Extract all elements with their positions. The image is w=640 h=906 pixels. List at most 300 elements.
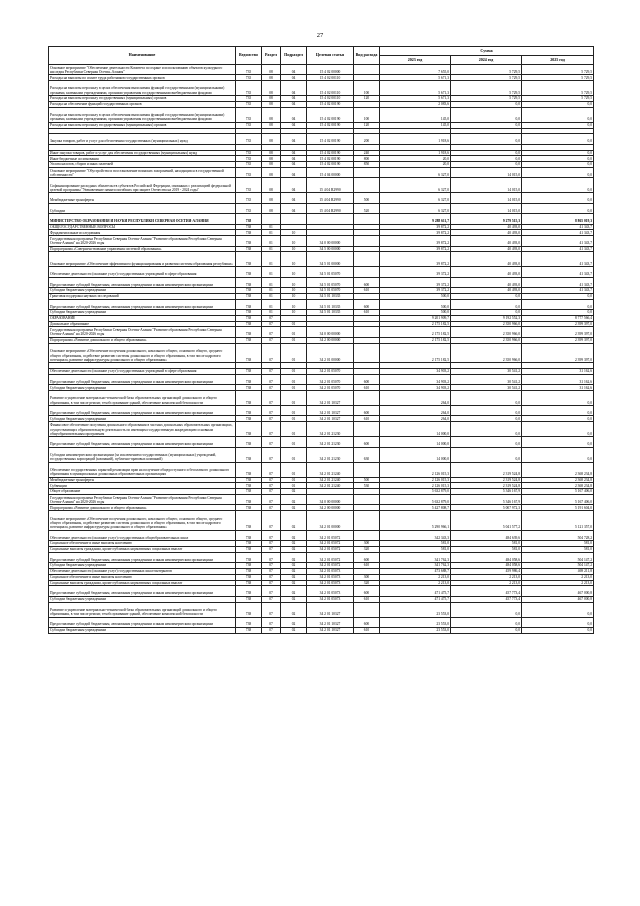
row-vedomstvo: 738 <box>236 327 262 337</box>
row-sum-2025: 0,0 <box>522 156 594 162</box>
row-podrazdel: 02 <box>281 602 307 617</box>
row-sum-2025: 8 777 566,4 <box>522 315 594 321</box>
row-podrazdel: 02 <box>281 552 307 562</box>
row-sum-2024: 0,0 <box>451 122 522 128</box>
row-vedomstvo: 738 <box>236 416 262 422</box>
row-sum-2025: 8 865 019,3 <box>522 214 594 224</box>
row-razdel: 01 <box>262 277 281 287</box>
row-sum-2025: 0,0 <box>522 134 594 144</box>
row-sum-2025: 2 399 397,0 <box>522 337 594 343</box>
row-sum-2025: 0,0 <box>522 627 594 633</box>
row-expense-type: 600 <box>354 552 380 562</box>
row-name: Грантовая поддержка научных исследований <box>49 293 236 299</box>
row-razdel: 07 <box>262 374 281 384</box>
row-target-article: 34 2 01 00000 <box>307 343 354 363</box>
row-vedomstvo: 738 <box>236 293 262 299</box>
row-podrazdel: 04 <box>281 134 307 144</box>
row-sum-2025: 2 213,0 <box>522 580 594 586</box>
row-name: Субсидии бюджетным учреждениям <box>49 288 236 294</box>
row-expense-type: 630 <box>354 447 380 462</box>
row-sum-2023: 9 288 611,7 <box>380 214 451 224</box>
row-name: Субсидии бюджетным учреждениям <box>49 310 236 316</box>
row-sum-2024: 40 493,0 <box>451 252 522 267</box>
row-sum-2024: 0,0 <box>451 156 522 162</box>
row-expense-type <box>354 327 380 337</box>
row-sum-2023: 500,0 <box>380 310 451 316</box>
row-sum-2025: 5 729,5 <box>522 96 594 102</box>
row-vedomstvo: 738 <box>236 483 262 489</box>
row-expense-type: 200 <box>354 134 380 144</box>
row-podrazdel: 01 <box>281 343 307 363</box>
row-sum-2024: 484 058,6 <box>451 552 522 562</box>
row-target-article: 34 2 01 10327 <box>307 406 354 416</box>
row-name: Предоставление субсидий бюджетным, автономным учреждениям и иным некоммерческим организациям <box>49 406 236 416</box>
row-razdel: 07 <box>262 477 281 483</box>
header-year-2025: 2025 год <box>522 56 594 65</box>
row-target-article: 34 5 01 05070 <box>307 267 354 277</box>
row-name: Основное мероприятие «Обеспечение получения дошкольного, начального общего, основного общего, среднего общего образования, содействие развитию системы дошкольного и общего образования, в том числе кадрового потенциала, развитие инфраструктуры дошкольного и общего образования» <box>49 511 236 531</box>
row-vedomstvo: 738 <box>236 321 262 327</box>
row-sum-2025: 41 343,7 <box>522 236 594 246</box>
row-name: Подпрограмма «Развитие дошкольного и общего образования» <box>49 337 236 343</box>
row-sum-2023: 500,0 <box>380 293 451 299</box>
row-name: Подпрограмма «Совершенствование управления системой образования» <box>49 246 236 252</box>
row-target-article: 15 4 02 00190 <box>307 101 354 107</box>
row-target-article: 34 2 01 05072 <box>307 530 354 540</box>
row-target-article: 15 4 02 00110 <box>307 75 354 81</box>
table-row <box>49 75 594 81</box>
row-podrazdel: 02 <box>281 530 307 540</box>
row-name: Субсидии бюджетным учреждениям <box>49 627 236 633</box>
row-podrazdel: 10 <box>281 236 307 246</box>
table-row <box>49 203 594 213</box>
row-sum-2024: 40 493,0 <box>451 288 522 294</box>
row-sum-2025: 41 343,7 <box>522 224 594 230</box>
row-vedomstvo: 738 <box>236 299 262 309</box>
row-sum-2024: 0,0 <box>451 101 522 107</box>
row-sum-2025: 2 368 234,8 <box>522 477 594 483</box>
row-vedomstvo: 738 <box>236 462 262 477</box>
row-podrazdel: 10 <box>281 230 307 236</box>
row-target-article: 34 5 01 05070 <box>307 277 354 287</box>
row-expense-type: 800 <box>354 156 380 162</box>
row-vedomstvo: 738 <box>236 596 262 602</box>
row-sum-2025: 2 368 234,8 <box>522 462 594 477</box>
table-row <box>49 327 594 337</box>
row-vedomstvo: 738 <box>236 489 262 495</box>
row-sum-2024: 5 729,5 <box>451 96 522 102</box>
row-sum-2025: 2 399 397,0 <box>522 321 594 327</box>
table-row <box>49 178 594 193</box>
row-podrazdel: 01 <box>281 337 307 343</box>
row-target-article: 34 2 01 05072 <box>307 546 354 552</box>
row-razdel: 07 <box>262 586 281 596</box>
row-sum-2023: 39 872,2 <box>380 252 451 267</box>
row-vedomstvo: 738 <box>236 277 262 287</box>
row-target-article: 34 5 00 00000 <box>307 246 354 252</box>
row-target-article: 34 5 01 10335 <box>307 293 354 299</box>
row-sum-2023: 2 126 015,3 <box>380 462 451 477</box>
row-target-article: 15 4 02 00110 <box>307 96 354 102</box>
table-row <box>49 96 594 102</box>
row-podrazdel: 02 <box>281 627 307 633</box>
row-target-article: 34 2 01 05070 <box>307 369 354 375</box>
row-podrazdel: 02 <box>281 574 307 580</box>
row-sum-2023: 5 671,3 <box>380 75 451 81</box>
row-vedomstvo: 738 <box>236 369 262 375</box>
table-row <box>49 343 594 363</box>
row-razdel: 01 <box>262 230 281 236</box>
row-sum-2024: 30 541,2 <box>451 369 522 375</box>
row-target-article: 34 2 01 10327 <box>307 416 354 422</box>
row-expense-type: 240 <box>354 150 380 156</box>
row-expense-type <box>354 252 380 267</box>
row-razdel: 01 <box>262 224 281 230</box>
row-razdel: 07 <box>262 483 281 489</box>
row-name: Расходы на обеспечение функций государственных органов <box>49 101 236 107</box>
row-sum-2025: 0,0 <box>522 122 594 128</box>
row-expense-type: 610 <box>354 416 380 422</box>
table-row <box>49 299 594 309</box>
row-podrazdel: 02 <box>281 505 307 511</box>
table-row <box>49 602 594 617</box>
row-podrazdel: 04 <box>281 156 307 162</box>
row-sum-2025: 41 343,7 <box>522 252 594 267</box>
row-sum-2024: 0,0 <box>451 293 522 299</box>
row-podrazdel: 04 <box>281 75 307 81</box>
header-vedomstvo: Ведомство <box>236 47 262 65</box>
row-podrazdel: 01 <box>281 437 307 447</box>
row-podrazdel: 01 <box>281 369 307 375</box>
row-razdel: 07 <box>262 406 281 416</box>
row-sum-2023: 2 083,6 <box>380 101 451 107</box>
row-expense-type: 500 <box>354 193 380 203</box>
row-vedomstvo: 738 <box>236 343 262 363</box>
row-expense-type: 320 <box>354 546 380 552</box>
row-target-article: 15 4 02 00190 <box>307 162 354 168</box>
row-sum-2023: 2 175 182,5 <box>380 343 451 363</box>
row-target-article: 34 2 01 05073 <box>307 574 354 580</box>
row-sum-2024: 14 015,0 <box>451 167 522 177</box>
row-sum-2025: 5 729,5 <box>522 75 594 81</box>
row-razdel: 07 <box>262 437 281 447</box>
row-razdel: 01 <box>262 236 281 246</box>
row-razdel: 08 <box>262 134 281 144</box>
row-sum-2025: 0,0 <box>522 299 594 309</box>
table-row <box>49 617 594 627</box>
row-podrazdel: 02 <box>281 586 307 596</box>
row-name: Финансовое обеспечение получения дошкольного образования в частных дошкольных образовательных организациях, осуществляющих образовательную деятельность по имеющим государственную аккредитацию основным общеобразовательным программам <box>49 422 236 437</box>
row-name: Закупка товаров, работ и услуг для обеспечения государственных (муниципальных) нужд <box>49 134 236 144</box>
row-sum-2025: 0,0 <box>522 310 594 316</box>
row-target-article: 34 2 01 05070 <box>307 374 354 384</box>
row-sum-2023: 5 671,3 <box>380 81 451 96</box>
row-podrazdel: 01 <box>281 422 307 437</box>
row-sum-2025: 469 211,8 <box>522 568 594 574</box>
row-sum-2023: 342 343,3 <box>380 530 451 540</box>
row-sum-2023: 6 327,0 <box>380 167 451 177</box>
row-name: Основное мероприятие «Обеспечение эффективного функционирования и развития системы образования республики» <box>49 252 236 267</box>
row-podrazdel: 02 <box>281 511 307 531</box>
header-target-article: Целевая статья <box>307 47 354 65</box>
table-row <box>49 406 594 416</box>
row-sum-2024: 5 346 167,9 <box>451 489 522 495</box>
row-expense-type: 610 <box>354 596 380 602</box>
row-target-article: 15 4 02 00190 <box>307 134 354 144</box>
row-podrazdel: 04 <box>281 193 307 203</box>
row-podrazdel: 04 <box>281 122 307 128</box>
row-sum-2023: 1 918,6 <box>380 150 451 156</box>
row-expense-type <box>354 65 380 75</box>
row-vedomstvo: 738 <box>236 214 262 224</box>
row-razdel: 07 <box>262 530 281 540</box>
row-podrazdel: 01 <box>281 385 307 391</box>
row-name: Субсидии <box>49 203 236 213</box>
row-sum-2024: 457 773,4 <box>451 596 522 602</box>
row-target-article: 34 2 01 05072 <box>307 541 354 547</box>
row-target-article: 34 5 01 10335 <box>307 310 354 316</box>
row-sum-2023: 5 632 879,0 <box>380 494 451 504</box>
row-sum-2024: 2 350 966,0 <box>451 321 522 327</box>
row-podrazdel: 01 <box>281 406 307 416</box>
row-sum-2025: 0,0 <box>522 391 594 406</box>
row-vedomstvo: 738 <box>236 541 262 547</box>
row-sum-2023: 145,0 <box>380 107 451 122</box>
row-sum-2023: 341 762,3 <box>380 552 451 562</box>
row-podrazdel <box>281 214 307 224</box>
table-row <box>49 81 594 96</box>
row-name: Предоставление субсидий бюджетным, автономным учреждениям и иным некоммерческим организациям <box>49 586 236 596</box>
row-sum-2025: 2 399 397,0 <box>522 327 594 337</box>
row-vedomstvo: 738 <box>236 511 262 531</box>
row-vedomstvo: 735 <box>236 107 262 122</box>
row-expense-type <box>354 214 380 224</box>
row-vedomstvo: 738 <box>236 374 262 384</box>
row-sum-2025: 41 343,7 <box>522 230 594 236</box>
row-razdel: 07 <box>262 343 281 363</box>
row-sum-2025: 5 191 604,0 <box>522 505 594 511</box>
row-sum-2023: 39 872,2 <box>380 236 451 246</box>
row-expense-type: 120 <box>354 122 380 128</box>
row-target-article: 15 4 02 00190 <box>307 122 354 128</box>
row-target-article: 34 2 01 21240 <box>307 462 354 477</box>
row-podrazdel: 02 <box>281 596 307 602</box>
row-expense-type: 600 <box>354 374 380 384</box>
row-sum-2025: 31 162,6 <box>522 374 594 384</box>
row-sum-2024: 2 350 966,0 <box>451 327 522 337</box>
row-sum-2025: 0,0 <box>522 193 594 203</box>
row-vedomstvo: 735 <box>236 101 262 107</box>
row-sum-2023: 2 175 182,5 <box>380 327 451 337</box>
row-razdel: 07 <box>262 574 281 580</box>
table-row <box>49 437 594 447</box>
row-razdel: 07 <box>262 337 281 343</box>
row-sum-2024: 459 986,4 <box>451 568 522 574</box>
row-podrazdel: 02 <box>281 546 307 552</box>
row-razdel: 07 <box>262 511 281 531</box>
row-podrazdel: 01 <box>281 321 307 327</box>
row-sum-2025: 0,0 <box>522 203 594 213</box>
row-name: Государственная программа Республики Северная Осетия-Алания "Развитие образования Республики Северная Осетия-Алания" на 2020-2026 годы <box>49 327 236 337</box>
row-sum-2024: 40 493,0 <box>451 236 522 246</box>
row-sum-2024: 0,0 <box>451 602 522 617</box>
row-sum-2024: 2 319 524,8 <box>451 483 522 489</box>
row-razdel: 07 <box>262 580 281 586</box>
table-row <box>49 586 594 596</box>
table-row <box>49 462 594 477</box>
row-sum-2025: 41 343,7 <box>522 246 594 252</box>
table-row <box>49 546 594 552</box>
row-sum-2025: 0,0 <box>522 150 594 156</box>
table-row <box>49 267 594 277</box>
row-sum-2023: 39 872,2 <box>380 246 451 252</box>
row-target-article: 34 5 01 10335 <box>307 299 354 309</box>
row-target-article: 34 2 01 21230 <box>307 437 354 447</box>
row-name: Расходы на выплаты персоналу государственных (муниципальных) органов <box>49 122 236 128</box>
row-sum-2023: 34 903,2 <box>380 385 451 391</box>
row-expense-type: 610 <box>354 385 380 391</box>
row-sum-2023: 2 213,0 <box>380 574 451 580</box>
row-sum-2024: 0,0 <box>451 437 522 447</box>
row-sum-2024: 5 007 972,3 <box>451 505 522 511</box>
row-expense-type: 300 <box>354 541 380 547</box>
row-razdel: 07 <box>262 489 281 495</box>
row-sum-2023: 2 175 182,5 <box>380 337 451 343</box>
row-razdel: 08 <box>262 101 281 107</box>
row-target-article: 34 2 01 21230 <box>307 447 354 462</box>
row-vedomstvo: 735 <box>236 156 262 162</box>
row-razdel: 07 <box>262 422 281 437</box>
row-vedomstvo: 738 <box>236 563 262 569</box>
row-expense-type <box>354 391 380 406</box>
row-vedomstvo: 738 <box>236 337 262 343</box>
row-sum-2025: 0,0 <box>522 167 594 177</box>
table-row <box>49 627 594 633</box>
row-razdel: 01 <box>262 310 281 316</box>
row-razdel: 07 <box>262 617 281 627</box>
row-podrazdel: 04 <box>281 107 307 122</box>
table-row <box>49 530 594 540</box>
row-expense-type <box>354 178 380 193</box>
row-name: Развитие и укрепление материально-технической базы образовательных организаций дошкольного и общего образования, в том числе ремонт, техобслуживание зданий, обеспечение комплексной безопасности <box>49 602 236 617</box>
row-sum-2024: 5 041 577,2 <box>451 511 522 531</box>
row-vedomstvo: 738 <box>236 617 262 627</box>
row-name: Субсидии бюджетным учреждениям <box>49 563 236 569</box>
row-sum-2024: 581,0 <box>451 546 522 552</box>
row-sum-2024: 484 639,6 <box>451 530 522 540</box>
row-target-article: 15 4 02 00190 <box>307 107 354 122</box>
row-sum-2025: 5 729,5 <box>522 81 594 96</box>
row-razdel: 01 <box>262 299 281 309</box>
row-vedomstvo: 735 <box>236 203 262 213</box>
row-vedomstvo: 738 <box>236 586 262 596</box>
row-sum-2025: 0,0 <box>522 602 594 617</box>
row-target-article <box>307 214 354 224</box>
row-sum-2024: 5 729,5 <box>451 65 522 75</box>
row-name: Социальные выплаты гражданам, кроме публичных нормативных социальных выплат <box>49 546 236 552</box>
row-name: Уплата налогов, сборов и иных платежей <box>49 162 236 168</box>
row-expense-type: 120 <box>354 96 380 102</box>
row-sum-2023: 23 553,0 <box>380 617 451 627</box>
row-sum-2023: 473 688,7 <box>380 568 451 574</box>
row-name: Обеспечение деятельности (оказание услуг) государственных общеобразовательных школ <box>49 530 236 540</box>
row-vedomstvo: 738 <box>236 252 262 267</box>
row-target-article: 34 2 01 10327 <box>307 627 354 633</box>
row-podrazdel: 10 <box>281 246 307 252</box>
table-row <box>49 65 594 75</box>
row-podrazdel: 02 <box>281 494 307 504</box>
row-razdel: 01 <box>262 293 281 299</box>
row-sum-2023: 264,0 <box>380 416 451 422</box>
row-target-article: 34 0 00 00000 <box>307 494 354 504</box>
row-sum-2024: 14 015,0 <box>451 193 522 203</box>
row-sum-2025: 504 728,2 <box>522 530 594 540</box>
row-podrazdel: 04 <box>281 96 307 102</box>
table-row <box>49 277 594 287</box>
row-podrazdel: 01 <box>281 374 307 384</box>
row-vedomstvo: 735 <box>236 178 262 193</box>
row-name: Предоставление субсидий бюджетным, автономным учреждениям и иным некоммерческим организациям <box>49 374 236 384</box>
row-razdel: 01 <box>262 246 281 252</box>
row-target-article: 34 2 01 10327 <box>307 391 354 406</box>
row-name: Субсидии бюджетным учреждениям <box>49 416 236 422</box>
row-expense-type: 610 <box>354 563 380 569</box>
row-razdel: 07 <box>262 568 281 574</box>
row-vedomstvo: 738 <box>236 447 262 462</box>
row-sum-2025: 0,0 <box>522 406 594 416</box>
row-razdel: 07 <box>262 505 281 511</box>
header-razdel: Раздел <box>262 47 281 65</box>
row-sum-2024: 2 350 966,0 <box>451 343 522 363</box>
row-sum-2023: 6 327,0 <box>380 193 451 203</box>
row-sum-2023: 23 553,0 <box>380 627 451 633</box>
row-name: Фундаментальные исследования <box>49 230 236 236</box>
row-expense-type: 610 <box>354 627 380 633</box>
row-sum-2025: 467 000,8 <box>522 596 594 602</box>
row-expense-type <box>354 494 380 504</box>
row-sum-2024: 0,0 <box>451 416 522 422</box>
row-expense-type: 600 <box>354 277 380 287</box>
row-sum-2025: 0,0 <box>522 437 594 447</box>
row-target-article: 34 0 00 00000 <box>307 327 354 337</box>
row-sum-2023: 5 632 879,0 <box>380 489 451 495</box>
row-name: Расходы на выплаты персоналу в целях обеспечения выполнения функций государственными (муниципальными) органами, казенными учреждениями, органами управления государственными внебюджетными фондами <box>49 81 236 96</box>
row-sum-2023: 14 000,0 <box>380 447 451 462</box>
row-sum-2023: 5 671,3 <box>380 96 451 102</box>
row-expense-type: 600 <box>354 617 380 627</box>
row-podrazdel: 10 <box>281 267 307 277</box>
table-row <box>49 505 594 511</box>
row-name: Предоставление субсидий бюджетным, автономным учреждениям и иным некоммерческим организациям <box>49 277 236 287</box>
row-podrazdel: 04 <box>281 162 307 168</box>
row-expense-type <box>354 602 380 617</box>
row-sum-2025: 41 343,7 <box>522 267 594 277</box>
row-razdel: 08 <box>262 96 281 102</box>
row-name: Обеспечение деятельности (оказание услуг) государственных учреждений в сфере образования <box>49 267 236 277</box>
row-sum-2024: 5 729,5 <box>451 81 522 96</box>
row-sum-2023: 39 372,2 <box>380 288 451 294</box>
row-name: Субсидии бюджетным учреждениям <box>49 385 236 391</box>
row-name: Общее образование <box>49 489 236 495</box>
row-sum-2023: 145,0 <box>380 122 451 128</box>
row-name: Расходы на выплаты по оплате труда работников государственных органов <box>49 75 236 81</box>
row-sum-2023: 5 290 966,1 <box>380 511 451 531</box>
row-podrazdel: 10 <box>281 277 307 287</box>
row-razdel: 07 <box>262 596 281 602</box>
row-sum-2024: 30 541,2 <box>451 385 522 391</box>
row-sum-2024: 9 279 515,3 <box>451 214 522 224</box>
row-sum-2025: 0,0 <box>522 101 594 107</box>
